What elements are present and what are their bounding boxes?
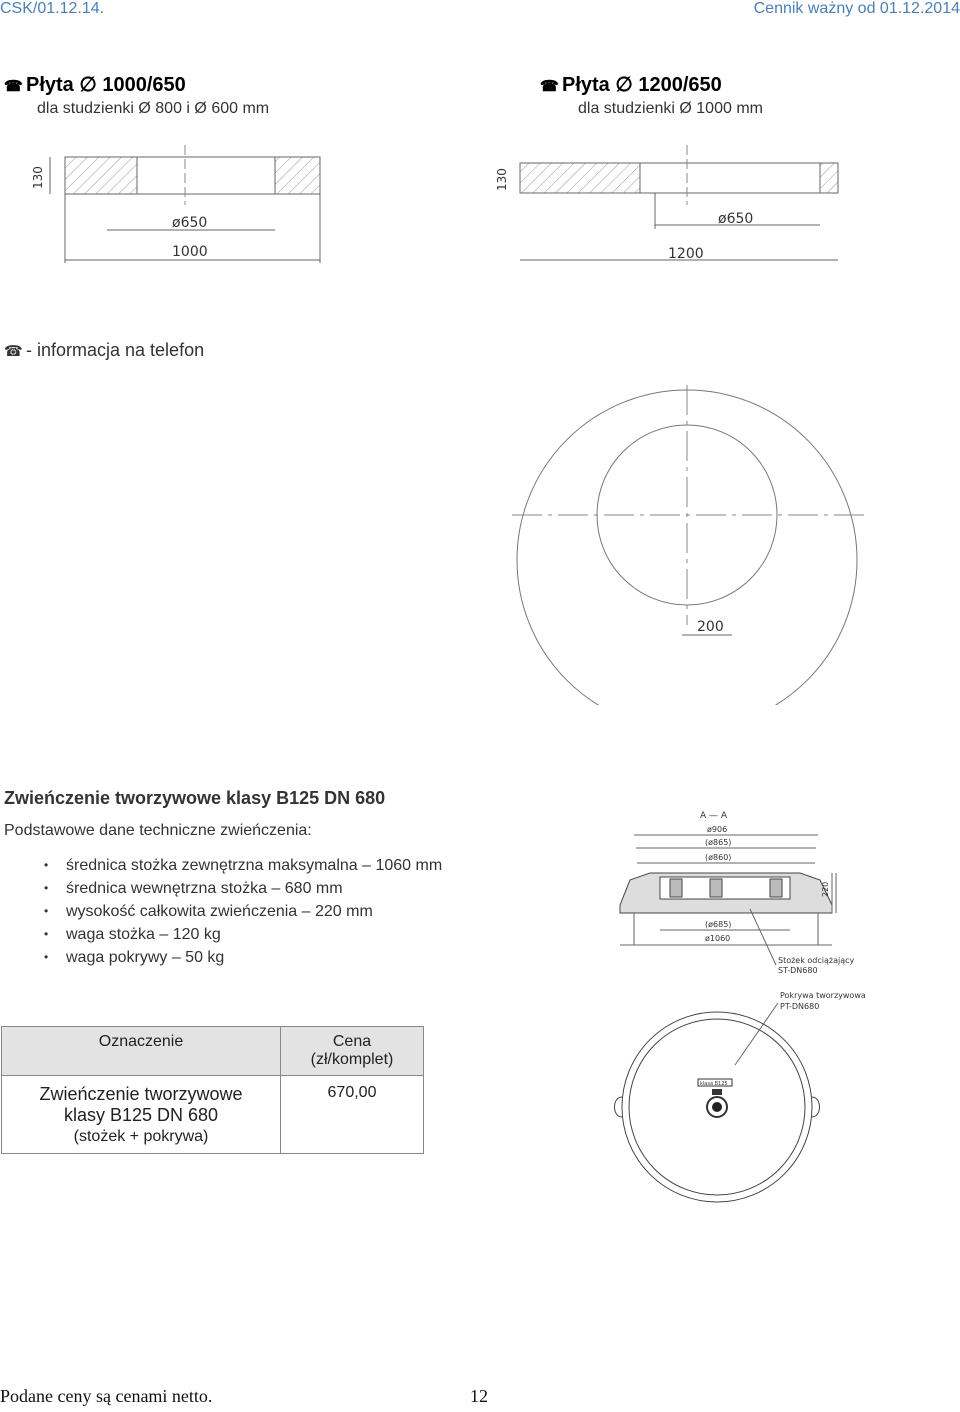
plate-1200-drawing <box>490 145 850 270</box>
svg-text:(ø860): (ø860) <box>705 853 732 862</box>
specs-list <box>4 854 442 969</box>
lid-top-drawing <box>610 985 880 1210</box>
doc-code: CSK/01.12.14. <box>0 0 105 17</box>
svg-text:220: 220 <box>821 881 830 897</box>
label-aa: A — A <box>700 811 728 821</box>
dim-inner: ø650 <box>718 211 754 227</box>
dim-height: 130 <box>31 166 45 189</box>
spec-item: • średnica wewnętrzna stożka – 680 mm <box>4 877 442 900</box>
dim-200: 200 <box>697 619 724 635</box>
product-left-subtitle: dla studzienki Ø 800 i Ø 600 mm <box>37 100 270 117</box>
page-number: 12 <box>470 1386 488 1406</box>
cell-price: 670,00 <box>281 1076 424 1154</box>
product-right-title: ☎ Płyta ∅ 1200/650 <box>540 74 722 96</box>
header-designation: Oznaczenie <box>2 1027 281 1076</box>
svg-text:(ø685): (ø685) <box>705 920 732 929</box>
svg-text:Pokrywa tworzywowa: Pokrywa tworzywowa <box>780 991 866 1000</box>
product-right-subtitle: dla studzienki Ø 1000 mm <box>578 100 763 117</box>
dim-outer: 1200 <box>668 246 704 262</box>
phone-note: ☎ - informacja na telefon <box>4 340 205 360</box>
phone-icon: ☎ <box>540 78 559 95</box>
svg-text:(ø865): (ø865) <box>705 838 732 847</box>
footer-note: Podane ceny są cenami netto. <box>0 1386 213 1406</box>
cross-section-drawing <box>600 805 880 1005</box>
cell-designation: Zwieńczenie tworzywowe klasy B125 DN 680 (stożek + pokrywa) <box>2 1076 281 1154</box>
spec-item: • wysokość całkowita zwieńczenia – 220 mm <box>4 900 442 923</box>
section-subheading: Podstawowe dane techniczne zwieńczenia: <box>4 822 312 839</box>
phone-icon: ☎ <box>4 78 23 95</box>
plate-1000-drawing <box>20 145 330 270</box>
section-title: Zwieńczenie tworzywowe klasy B125 DN 680 <box>4 788 386 808</box>
svg-text:PT-DN680: PT-DN680 <box>780 1002 820 1011</box>
svg-text:ø1060: ø1060 <box>705 934 731 943</box>
spec-item: • waga pokrywy – 50 kg <box>4 946 442 969</box>
svg-text:klasa B125: klasa B125 <box>700 1081 728 1087</box>
circle-cover-drawing <box>510 375 870 705</box>
phone-icon: ☎ <box>4 343 23 360</box>
header-price: Cena (zł/komplet) <box>281 1027 424 1076</box>
dim-height: 130 <box>495 168 509 191</box>
price-table <box>1 1026 424 1154</box>
dim-outer: 1000 <box>172 244 208 260</box>
price-valid-date: Cennik ważny od 01.12.2014 <box>753 0 960 17</box>
spec-item: • waga stożka – 120 kg <box>4 923 442 946</box>
product-left-title: ☎ Płyta ∅ 1000/650 <box>4 74 186 96</box>
table-row <box>2 1076 424 1154</box>
svg-text:Stożek odciążający: Stożek odciążający <box>778 956 855 965</box>
svg-text:ST-DN680: ST-DN680 <box>778 966 818 975</box>
spec-item: • średnica stożka zewnętrzna maksymalna – 1060 mm <box>4 854 442 877</box>
svg-text:ø906: ø906 <box>707 825 728 834</box>
dim-inner: ø650 <box>172 215 208 231</box>
